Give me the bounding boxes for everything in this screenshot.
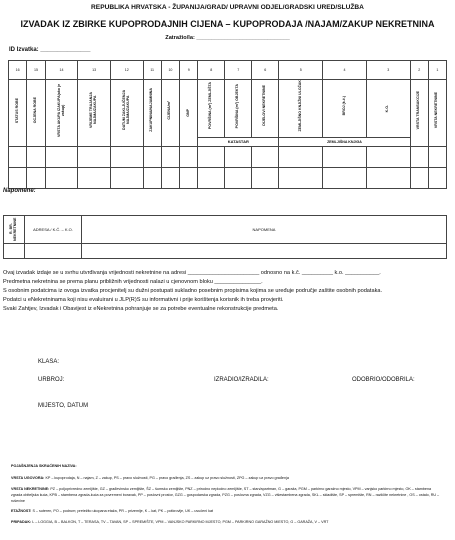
document-title: IZVADAK IZ ZBIRKE KUPOPRODAJNIH CIJENA – KUPOPRODAJA /NAJAM/ZAKUP NEKRETNINA — [20, 19, 435, 29]
address-line: Ovaj izvadak izdaje se u svrhu utvrđivanja vrijednosti nekretnine na adresi _______________________ odnosno na k.č. __________ k.o. ___________. — [3, 270, 381, 276]
col-header — [9, 80, 27, 147]
abbreviations-title: POJAŠNJENJA SKRAĆENIH NAZIVA: — [11, 464, 77, 468]
col-header — [143, 80, 161, 147]
notes-table — [3, 215, 447, 259]
notes-col-rbr — [4, 216, 25, 244]
id-line — [9, 47, 90, 53]
table-cell[interactable] — [143, 146, 161, 167]
abbr-floor — [11, 508, 443, 514]
table-cell[interactable] — [45, 146, 78, 167]
table-cell[interactable] — [161, 167, 179, 188]
col-header — [410, 80, 428, 147]
table-cell[interactable] — [9, 146, 27, 167]
abbr-appurtenance — [11, 519, 443, 525]
table-cell[interactable] — [428, 167, 446, 188]
col-number: 5 — [279, 61, 323, 80]
table-cell[interactable] — [252, 167, 279, 188]
col-header — [161, 80, 179, 147]
table-cell[interactable] — [180, 167, 198, 188]
abbreviations-block — [11, 463, 443, 525]
zk-group: ZEMLJIŠNA KNJIGA — [279, 137, 410, 146]
col-number: 8 — [198, 61, 225, 80]
institution-header: REPUBLIKA HRVATSKA - ŽUPANIJA/GRAD/ UPRAVNI ODJEL/GRADSKI URED/SLUŽBA — [91, 4, 364, 11]
col-number: 1 — [428, 61, 446, 80]
col-number: 9 — [180, 61, 198, 80]
col-header-text: OCJENA ROBE — [33, 97, 38, 124]
id-label: ID Izvatka: — [9, 47, 39, 53]
body-text — [3, 269, 447, 314]
table-cell[interactable] — [25, 244, 82, 259]
odobrio-label: ODOBRIO/ODOBRILA: — [352, 377, 415, 383]
col-header-text: VRSTA AKUPA /ZAKUPA(ako je zakup) — [56, 83, 65, 137]
abbr-floor-label: ETAŽNOST: — [11, 509, 32, 514]
block-line: Predmetna nekretnina se prema planu približnih vrijednosti nalazi u cjenovnom bloku _______________. — [3, 279, 263, 285]
table-cell[interactable] — [410, 167, 428, 188]
col-header — [45, 80, 78, 147]
col-header — [428, 80, 446, 147]
table-cell[interactable] — [143, 167, 161, 188]
col-number: 16 — [9, 61, 27, 80]
table-cell[interactable] — [198, 146, 225, 167]
table-cell[interactable] — [78, 167, 111, 188]
col-header — [198, 80, 225, 138]
col-header-text: POVRŠINA (m²) OBJEKTA — [235, 83, 240, 128]
col-header — [225, 80, 252, 138]
katastar-group: KATASTAR — [198, 137, 279, 146]
col-number: 14 — [45, 61, 78, 80]
col-header — [27, 80, 45, 147]
col-header-text: POVRŠINA (m²) ZEMLJIŠTA — [208, 82, 213, 130]
col-header — [110, 80, 143, 147]
table-cell[interactable] — [252, 146, 279, 167]
table-cell[interactable] — [323, 167, 367, 188]
table-cell[interactable] — [4, 244, 25, 259]
requester-label: Zatražio/la: — [165, 35, 195, 41]
table-cell[interactable] — [410, 146, 428, 167]
abbr-appurtenance-label: PRIPADAK: — [11, 519, 32, 524]
abbr-floor-text: S – suteren, PO – podrum; pretežito ukopana etaža, PR – prizemlje, K – kat, PK – potkrovlje, UK – uvučeni kat — [32, 509, 214, 514]
col-header-text: DIJELOVI NEKRETNINE — [262, 85, 267, 127]
notes-header-row — [4, 216, 447, 244]
table-cell[interactable] — [110, 146, 143, 167]
col-header-text: VRIJEME TRAJANJA NAJMA/ZAKUPA — [89, 92, 98, 129]
number-row — [9, 61, 447, 80]
info-line: Podatci u eNekretninama koji nisu evaluirani u JLP(R)S su informativni i prije korištenja korisnik ih treba provjeriti. — [3, 297, 284, 303]
archive-line: Svaki Zahtjev, Izvadak i Obavijest iz eNekretnina pohranjuje se za potrebe eventualne rekonstrukcije predmeta. — [3, 306, 279, 312]
table-cell[interactable] — [45, 167, 78, 188]
col-number: 15 — [27, 61, 45, 80]
requester-blank[interactable]: ______________________________ — [196, 35, 290, 41]
table-cell[interactable] — [110, 167, 143, 188]
table-cell[interactable] — [78, 146, 111, 167]
table-row — [9, 167, 447, 188]
col-header — [366, 80, 410, 138]
table-cell[interactable] — [279, 146, 323, 167]
table-cell[interactable] — [323, 146, 367, 167]
col-header-text: GNP — [185, 108, 190, 117]
abbr-property-text: PZ – poljoprivredno zemljište, GZ – građevinsko zemljište, ŠZ – šumsko zemljište, PNZ – prirodno neplodno zemljište, ST – stan/apartman, G – garaža, PGM – parkirno garažno mjesto, VPM – vanjsko parkirno mjesto, OK – stambena zgrada obiteljska kuća, KPB – stambena zgrada-kuća za povremeni boravak, PP – poslovni prostor, GZG – gospodarska zgrada, PZG – poslovna zgrada, VZG – višestambena zgrada, SKL – skladište, SP – spremište, RN – različite nekretnine , OS – ostalo, RU – ruševine — [11, 486, 440, 504]
table-cell[interactable] — [27, 167, 45, 188]
col-header — [279, 80, 323, 138]
main-table — [8, 60, 447, 189]
requester-line — [0, 35, 455, 41]
col-number: 12 — [110, 61, 143, 80]
table-cell[interactable] — [9, 167, 27, 188]
col-header-text: STATUS ROBE — [14, 97, 19, 123]
abbr-property-label: VRSTA NEKRETNINE: — [11, 486, 50, 491]
table-cell[interactable] — [225, 167, 252, 188]
col-number: 3 — [366, 61, 410, 80]
col-header-text: K.O. — [385, 104, 390, 113]
urbroj-label: URBROJ: — [38, 377, 65, 383]
notes-data-row — [4, 244, 447, 259]
col-number: 10 — [161, 61, 179, 80]
col-header — [252, 80, 279, 138]
table-cell[interactable] — [366, 167, 410, 188]
table-cell[interactable] — [279, 167, 323, 188]
col-header — [180, 80, 198, 147]
table-cell[interactable] — [428, 146, 446, 167]
col-header-text: VRSTA NEKRETNINE — [434, 92, 439, 129]
table-cell[interactable] — [366, 146, 410, 167]
notes-title: Napomene: — [3, 188, 36, 194]
col-header-text: ZEMLJIŠNO KNJIŽNI ULOŽAK — [297, 80, 302, 132]
col-header-text: BROJ (k.č.) — [341, 96, 346, 116]
izradio-label: IZRADIO/IZRADILA: — [214, 377, 269, 383]
abbr-transaction-text: KP – kupoprodaja, N – najam, Z – zakup, PS – pravo služnosti, PG – pravo građenja, ZS – zakup uz pravo služnosti, ZPG – zakup uz pravo građenja — [45, 476, 289, 481]
notes-col-address: ADRESA / K.Č. – K.O. — [25, 216, 82, 244]
privacy-line: S osobnim podatcima iz ovoga izvatka procjenitelj su dužni postupati sukladno posebnim propisima kojima se uređuje područje zaštite osobnih podataka. — [3, 288, 383, 294]
abbr-transaction-label: VRSTA UGOVORA: — [11, 476, 45, 481]
col-number: 13 — [78, 61, 111, 80]
klasa-label: KLASA: — [38, 359, 60, 365]
table-cell[interactable] — [82, 244, 447, 259]
abbr-property — [11, 486, 443, 505]
abbr-appurtenance-text: L – LOGGIA, B – BALKON, T – TERASA, TV – TAVAN, SP – SPREMIŠTE, VPM – VANJSKO PARKIRNO MJESTO, PGM – PARKIRNO GARAŽNO MIESTO, G – GARAŽA, V – VRT — [32, 519, 329, 524]
notes-col-rbr-text: R. BR. NEKRETNINE — [9, 217, 17, 241]
place-date-label: MIJESTO, DATUM — [38, 403, 89, 409]
col-number: 4 — [323, 61, 367, 80]
id-blank[interactable]: _______________ — [40, 47, 91, 53]
table-cell[interactable] — [225, 146, 252, 167]
notes-col-note: NAPOMENA — [82, 216, 447, 244]
table-row — [9, 146, 447, 167]
col-number: 2 — [410, 61, 428, 80]
col-number: 7 — [225, 61, 252, 80]
col-header-text: DATUM ZAKLJUČENJA NAJMA/ZAKUPA — [121, 90, 130, 131]
col-header-text: VRSTA TRANSAKCIJE — [416, 91, 421, 130]
column-header-row — [9, 80, 447, 138]
table-cell[interactable] — [161, 146, 179, 167]
col-number: 6 — [252, 61, 279, 80]
col-header — [323, 80, 367, 138]
table-cell[interactable] — [198, 167, 225, 188]
abbr-transaction — [11, 475, 443, 481]
table-cell[interactable] — [180, 146, 198, 167]
col-header-text: CIJENA/m² — [167, 100, 172, 120]
col-number: 11 — [143, 61, 161, 80]
col-header — [78, 80, 111, 147]
col-header-text: ZAKUPNINA/NAJAMNINA — [149, 88, 154, 133]
table-cell[interactable] — [27, 146, 45, 167]
